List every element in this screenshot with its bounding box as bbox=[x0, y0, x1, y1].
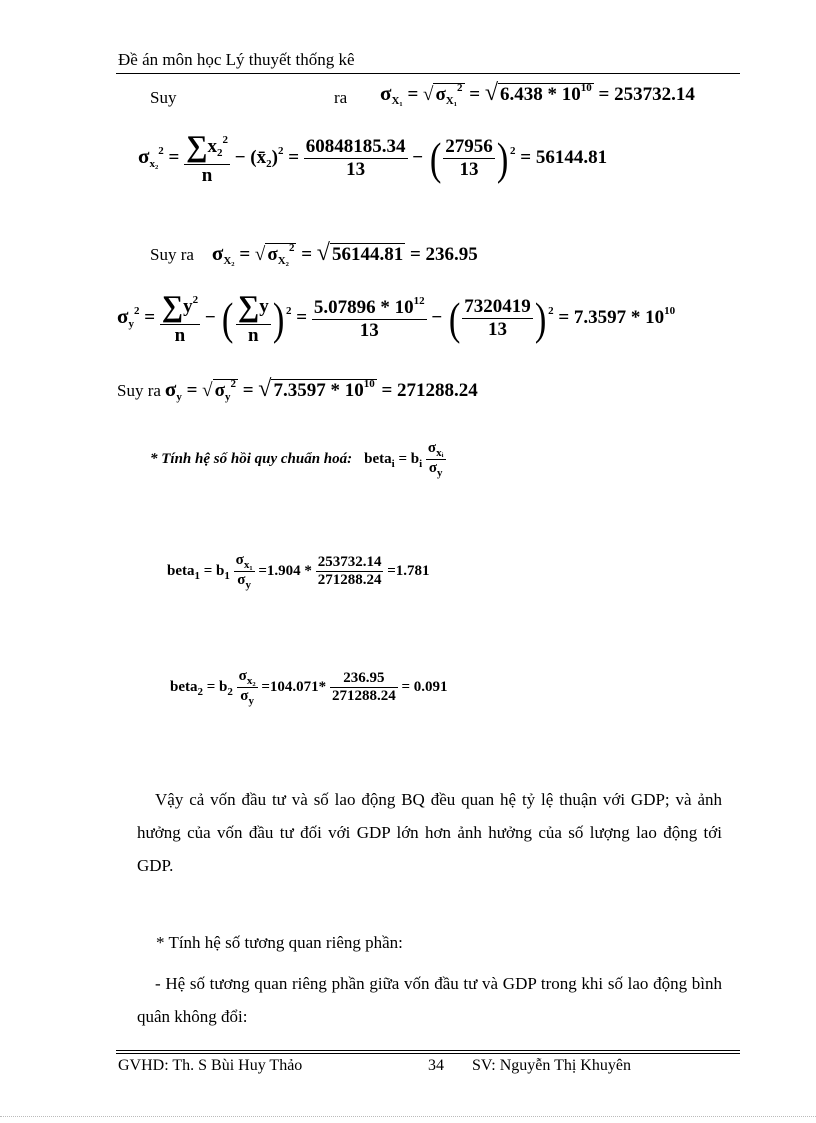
footer-rule-2 bbox=[116, 1053, 740, 1054]
equation-beta2: beta$_2$ = $b_2$ $\frac{\sigma_{x_2}}{\sigma_y}$ =104.071* $\frac{236.95}{271288.24}$ = 0.091 bbox=[170, 668, 448, 707]
beta2-den: 271288.24 bbox=[331, 688, 396, 704]
eq1-label-suy bbox=[150, 88, 176, 108]
eq5-exp: 10 bbox=[363, 378, 375, 390]
beta2-num: 236.95 bbox=[330, 670, 398, 688]
eq2-denominator: 13 bbox=[346, 159, 366, 180]
eq4-num-exp: 12 bbox=[413, 295, 425, 307]
eq1-label-ra bbox=[334, 88, 347, 108]
footer-student: SV: Nguyễn Thị Khuyên bbox=[472, 1057, 631, 1074]
eq4-n2: n bbox=[247, 325, 259, 346]
beta-heading: * Tính hệ số hồi quy chuẩn hoá: bbox=[150, 450, 353, 467]
conclusion-paragraph: Vậy cả vốn đầu tư và số lao động BQ đều quan hệ tỷ lệ thuận với GDP; và ảnh hưởng của vốn đầu tư đối với GDP lớn hơn ảnh hưởng của số lượng lao động tới GDP. bbox=[137, 790, 722, 875]
beta1-den: 271288.24 bbox=[317, 572, 382, 588]
eq1-suy-text: Suy bbox=[150, 88, 177, 107]
eq1-ra-text: ra bbox=[334, 88, 348, 107]
eq1-radicand: 6.438 * 10 bbox=[500, 84, 581, 105]
eq2-n: n bbox=[201, 165, 213, 186]
eq4-num: 5.07896 * 10 bbox=[313, 297, 414, 318]
beta2-result: = 0.091 bbox=[401, 678, 448, 695]
eq2-result: = 56144.81 bbox=[520, 146, 608, 168]
beta1-lhs: beta bbox=[167, 562, 195, 579]
eq3-radicand: 56144.81 bbox=[331, 244, 404, 265]
beta-section: * Tính hệ số hồi quy chuẩn hoá: beta$_i$ = $b_i$ $\frac{\sigma_{xᵢ}}{\sigma_y}$ bbox=[150, 440, 444, 479]
eq5-label: Suy ra bbox=[117, 381, 161, 400]
beta1-num: 253732.14 bbox=[317, 554, 382, 570]
equation-beta1: beta$_1$ = $b_1$ $\frac{\sigma_{x_1}}{\sigma_y}$ =1.904 * $\frac{253732.14}{271288.24}$ =1.781 bbox=[167, 552, 430, 591]
corr-heading: * Tính hệ số tương quan riêng phần: bbox=[156, 933, 403, 952]
beta2-coef: =104.071* bbox=[261, 678, 327, 695]
beta2-lhs: beta bbox=[170, 678, 198, 695]
footer-advisor: GVHD: Th. S Bùi Huy Thảo bbox=[118, 1057, 303, 1074]
eq5-result: = 271288.24 bbox=[381, 380, 478, 401]
corr-paragraph: - Hệ số tương quan riêng phần giữa vốn đầu tư và GDP trong khi số lao động bình quân không đổi: bbox=[137, 974, 722, 1026]
equation-sigma-y: Suy ra $\sigma_y$ = √ $\sigma_y^2$ = √ $7.3597 * 10^{10} = 271288.24$ bbox=[117, 376, 478, 403]
eq4-den: 13 bbox=[359, 320, 379, 341]
eq4-paren-den: 13 bbox=[488, 319, 508, 340]
eq3-label: Suy ra bbox=[150, 245, 194, 264]
equation-sigma-x2: Suy ra $\sigma_{X_2}$ = √ $\sigma_{X_2}^2$ = √ 56144.81 = 236.95 bbox=[150, 240, 478, 267]
page-header-title: Đề án môn học Lý thuyết thống kê bbox=[118, 50, 355, 69]
eq1-result: = 253732.14 bbox=[598, 84, 695, 105]
eq4-paren-num: 7320419 bbox=[464, 296, 531, 317]
beta1-coef: =1.904 * bbox=[258, 562, 312, 579]
beta1-result: =1.781 bbox=[387, 562, 430, 579]
equation-variance-y: $\sigma_y^2$ = $\frac{\sum y^2}{n}$ − ( $\frac{\sum y}{n}$ ) $^2$ = $\frac{5.07896 * 10^{12}}{13}$ − ( $\frac{7320419}{13}$ ) $^2 = 7.3597 * 10^{10}$ bbox=[117, 290, 676, 346]
footer-page-number: 34 bbox=[428, 1057, 444, 1074]
eq2-numerator: 60848185.34 bbox=[305, 136, 406, 157]
eq5-radicand: 7.3597 * 10 bbox=[273, 380, 364, 401]
eq2-paren-den: 13 bbox=[459, 159, 479, 180]
equation-variance-x2: $\sigma_{x_2}^2$ = $\frac{\sum x_2^2}{n}$ − $(x̄_2)^2$ = $\frac{60848185.34}{13}$ − ( $\frac{27956}{13}$ ) $^2$ = 56144.81 bbox=[138, 130, 608, 186]
equation-sigma-x1: $\sigma_{X_1}$ = √ $\sigma_{X_1}^2$ = √ $6.438 * 10^{10} = 253732.14$ bbox=[380, 80, 695, 107]
eq4-result: = 7.3597 * 10 bbox=[558, 306, 665, 328]
eq2-paren-num: 27956 bbox=[445, 136, 493, 157]
eq3-result: = 236.95 bbox=[409, 244, 478, 265]
header-rule bbox=[116, 73, 740, 74]
page-bottom-edge bbox=[0, 1116, 816, 1117]
eq1-exp: 10 bbox=[580, 82, 592, 94]
footer-rule-1 bbox=[116, 1050, 740, 1051]
eq4-result-exp: 10 bbox=[664, 304, 676, 317]
eq4-n1: n bbox=[174, 325, 186, 346]
